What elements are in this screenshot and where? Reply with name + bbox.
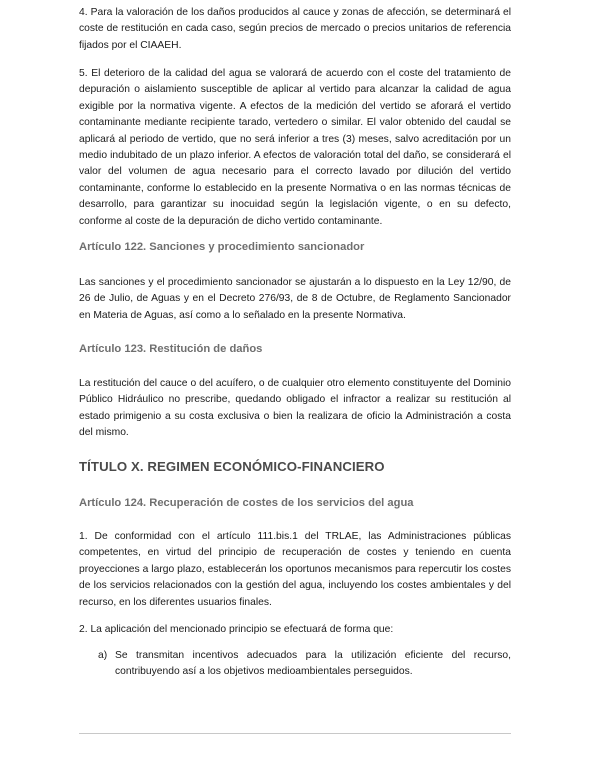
list-marker-a: a) xyxy=(98,650,108,661)
article-122-body: Las sanciones y el procedimiento sancionador se ajustarán a lo dispuesto en la Ley 12/90, de 26 de Julio, de Aguas y en el Decreto 276/93, de 8 de Octubre, de Reglamento Sancionador en Materia de Aguas, así como a lo señalado en la presente Normativa. xyxy=(79,277,511,321)
list-item-a xyxy=(98,648,511,681)
list-item-a-text: Se transmitan incentivos adecuados para la utilización eficiente del recurso, contribuyendo así a los objetivos medioambientales perseguidos. xyxy=(115,650,511,678)
article-123-body: La restitución del cauce o del acuífero, o de cualquier otro elemento constituyente del Dominio Público Hidráulico no prescribe, quedando obligado el infractor a realizar su restitución al estado primigenio a su costa exclusiva o bien la realizara de oficio la Administración a costa del mismo. xyxy=(79,378,511,439)
title-x-heading: TÍTULO X. REGIMEN ECONÓMICO-FINANCIERO xyxy=(79,459,385,474)
article-124-paragraph-1: 1. De conformidad con el artículo 111.bis.1 del TRLAE, las Administraciones públicas competentes, en virtud del principio de recuperación de costes y teniendo en cuenta proyecciones a largo plazo, establecerán los oportunos mecanismos para repercutir los costes de los servicios relacionados con la gestión del agua, incluyendo los costes ambientales y del recurso, en los diferentes usuarios finales. xyxy=(79,531,511,608)
footer-divider xyxy=(79,733,511,734)
article-123-heading: Artículo 123. Restitución de daños xyxy=(79,343,263,355)
article-124-paragraph-2: 2. La aplicación del mencionado principio se efectuará de forma que: xyxy=(79,624,394,635)
article-124-heading: Artículo 124. Recuperación de costes de los servicios del agua xyxy=(79,497,414,509)
paragraph-4: 4. Para la valoración de los daños producidos al cauce y zonas de afección, se determinará el coste de restitución en cada caso, según precios de mercado o precios unitarios de referencia fijados por el CIAAEH. xyxy=(79,7,511,51)
article-122-heading: Artículo 122. Sanciones y procedimiento sancionador xyxy=(79,241,365,253)
paragraph-5: 5. El deterioro de la calidad del agua se valorará de acuerdo con el coste del tratamiento de depuración o aislamiento susceptible de aplicar al vertido para alcanzar la calidad de agua exigible por la normativa vigente. A efectos de la medición del vertido se aforará el vertido contaminante mediante recipiente tarado, vertedero o similar. El valor obtenido del caudal se aplicará al periodo de vertido, que no será inferior a tres (3) meses, salvo acreditación por un medio indubitado de un plazo inferior. A efectos de valoración total del daño, se considerará el valor del volumen de agua necesario para el correcto lavado por dilución del vertido contaminante, conforme lo establecido en la presente Normativa o en las normas técnicas de desarrollo, para garantizar su inocuidad según la legislación vigente, o en su defecto, conforme al coste de la depuración de dicho vertido contaminante. xyxy=(79,68,511,227)
